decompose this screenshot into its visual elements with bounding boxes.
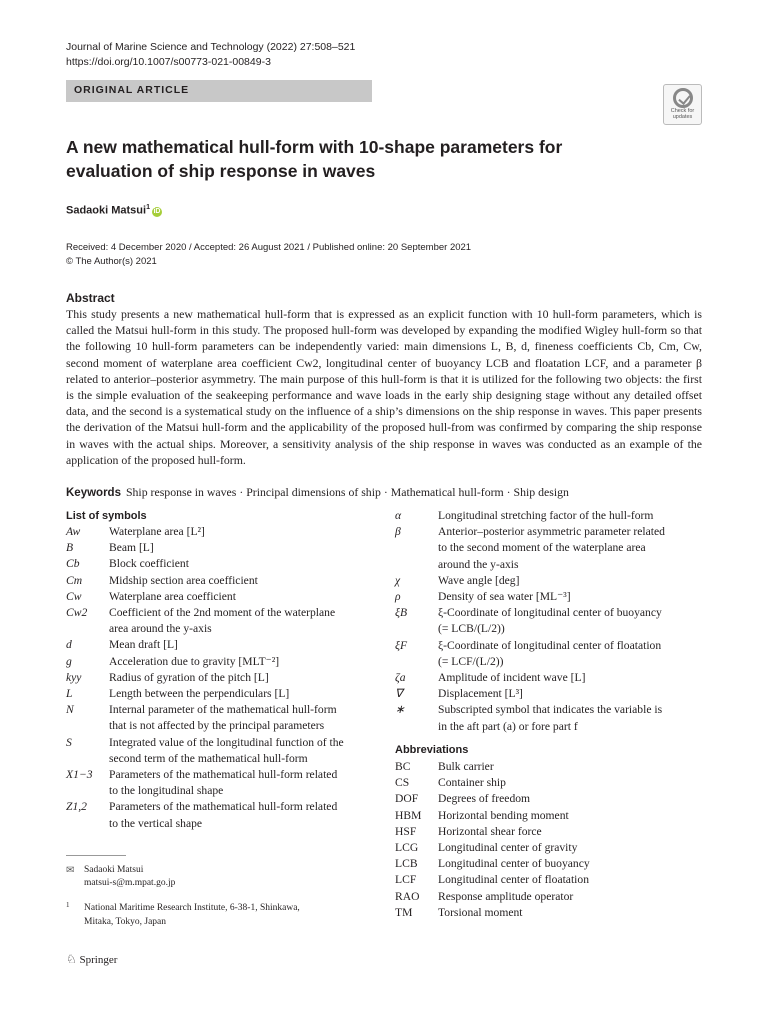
- symbol-description: Longitudinal center of buoyancy: [438, 857, 590, 871]
- symbol: HBM: [395, 808, 422, 822]
- symbol: B: [66, 541, 74, 555]
- symbol-description: Wave angle [deg]: [438, 573, 520, 587]
- paper-title: A new mathematical hull-form with 10-shape parameters for evaluation of ship response in waves: [66, 137, 563, 181]
- symbol-description: around the y-axis: [438, 557, 519, 571]
- abbreviations-heading: Abbreviations: [395, 744, 469, 756]
- symbol: BC: [395, 760, 411, 773]
- correspondence: [66, 864, 175, 890]
- check-updates-icon: [673, 88, 693, 108]
- symbols-list-right: [395, 508, 705, 738]
- symbol: L: [66, 687, 73, 700]
- symbol-description: to the second moment of the waterplane area: [438, 541, 646, 555]
- abstract-heading: Abstract: [66, 291, 115, 305]
- copyright-line: © The Author(s) 2021: [66, 256, 157, 267]
- symbol-description: Horizontal bending moment: [438, 808, 569, 822]
- symbol-description: (= LCF/(L/2)): [438, 654, 504, 668]
- symbol-description: Container ship: [438, 776, 506, 790]
- symbol: S: [66, 735, 72, 749]
- check-updates-line2: updates: [672, 114, 693, 120]
- symbol-description: Acceleration due to gravity [MLT⁻²]: [109, 654, 280, 668]
- symbol: Cb: [66, 557, 80, 571]
- symbol: d: [66, 638, 72, 652]
- symbol-description: to the longitudinal shape: [109, 784, 224, 798]
- symbol: ξF: [395, 638, 408, 652]
- affiliation-line2: Mitaka, Tokyo, Japan: [84, 916, 167, 927]
- symbol: ∇: [395, 687, 403, 701]
- symbol-description: that is not affected by the principal parameters: [109, 719, 325, 733]
- abbreviations-list: [395, 759, 705, 924]
- affiliation-mark: 1: [66, 901, 70, 909]
- check-updates-line1: Check for: [670, 108, 695, 114]
- symbol-description: (= LCB/(L/2)): [438, 622, 505, 636]
- symbol-description: Integrated value of the longitudinal function of the: [109, 735, 344, 749]
- symbol: LCF: [395, 873, 417, 887]
- publisher-footer: [66, 952, 117, 967]
- symbol: LCB: [395, 857, 418, 871]
- symbol: Aw: [66, 525, 81, 538]
- symbol: X1−3: [66, 768, 93, 781]
- symbol-description: Subscripted symbol that indicates the variable is: [438, 703, 663, 717]
- symbol: g: [66, 654, 72, 668]
- symbol-description: area around the y-axis: [109, 622, 212, 636]
- affiliation-footnote: [66, 902, 300, 929]
- symbol-description: Mean draft [L]: [109, 638, 178, 652]
- symbol: ∗: [395, 703, 405, 717]
- keywords-label: Keywords: [66, 487, 121, 499]
- journal-header: [66, 40, 355, 70]
- symbol: TM: [395, 905, 413, 919]
- symbol-description: Waterplane area [L²]: [109, 525, 205, 538]
- affiliation-line1: National Maritime Research Institute, 6-38-1, Shinkawa,: [84, 903, 300, 913]
- keywords: [66, 485, 569, 500]
- symbols-heading: List of symbols: [66, 510, 147, 522]
- correspondence-email[interactable]: matsui-s@m.mpat.go.jp: [84, 878, 176, 888]
- correspondence-name: Sadaoki Matsui: [84, 865, 144, 875]
- springer-logo-icon: ♘: [66, 952, 77, 966]
- symbol-description: Block coefficient: [109, 557, 189, 571]
- symbols-list-left: [66, 524, 376, 844]
- symbol-description: Coefficient of the 2nd moment of the waterplane: [109, 606, 336, 619]
- dates-line: Received: 4 December 2020 / Accepted: 26 August 2021 / Published online: 20 September 2021: [66, 242, 472, 253]
- symbol-description: ξ-Coordinate of longitudinal center of floatation: [438, 638, 662, 652]
- abstract-text: This study presents a new mathematical hull-form that is expressed as an explicit function with 10 hull-form parameters, which is called the Matsui hull-form in this study. The proposed hull-form was developed by expanding the modified Wigley hull-form so that the following 10 hull-form parameters can be independently varied: main dimensions L, B, d, fineness coefficients Cb, Cm, Cw, second moment of waterplane area coefficient Cw2, longitudinal center of buoyancy LCB and floatation LCF, and a parameter β related to anterior–posterior asymmetry. The main purpose of this hull-form is that it is utilized for the following two objects: the first is the simple evaluation of the seakeeping performance and wave loads in the early ship designing stage without any detailed offset data, and the second is a systematical study on the influence of a ship’s dimensions on the ship response in waves. This paper presents the derivation of the Matsui hull-form and the applicability of the proposed hull-from was confirmed by comparing the ship response in waves with the actual ships. Moreover, a sensitivity analysis of the ship response in waves was conducted as an example of the application of the proposed hull-form.: [66, 307, 702, 467]
- symbol-description: second term of the mathematical hull-form: [109, 751, 308, 765]
- symbol-description: Radius of gyration of the pitch [L]: [109, 670, 269, 684]
- symbol-description: Density of sea water [ML⁻³]: [438, 590, 571, 603]
- symbol-description: Midship section area coefficient: [109, 573, 258, 587]
- symbol: ρ: [395, 590, 401, 603]
- article-type-banner: [66, 80, 372, 102]
- doi-link[interactable]: https://doi.org/10.1007/s00773-021-00849-3: [66, 56, 271, 68]
- symbol-description: Degrees of freedom: [438, 792, 531, 806]
- author-name: Sadaoki Matsui: [66, 204, 147, 217]
- symbol-description: Parameters of the mathematical hull-form related: [109, 800, 338, 814]
- symbol: kyy: [66, 670, 82, 684]
- symbol-description: Amplitude of incident wave [L]: [438, 671, 586, 684]
- symbol: Z1,2: [66, 800, 87, 814]
- symbol: HSF: [395, 824, 417, 838]
- symbol: CS: [395, 776, 410, 790]
- symbol-description: Bulk carrier: [438, 760, 494, 773]
- symbol: χ: [395, 573, 401, 587]
- symbol-description: Displacement [L³]: [438, 687, 523, 701]
- symbol-description: Response amplitude operator: [438, 889, 574, 903]
- symbol: RAO: [395, 889, 420, 903]
- orcid-icon[interactable]: iD: [153, 207, 161, 215]
- check-for-updates-badge[interactable]: [663, 84, 702, 125]
- envelope-icon: ✉: [66, 865, 75, 876]
- symbol-description: Parameters of the mathematical hull-form related: [109, 768, 338, 781]
- article-type-label: ORIGINAL ARTICLE: [74, 84, 190, 96]
- journal-citation: Journal of Marine Science and Technology (2022) 27:508–521: [66, 41, 356, 53]
- symbol-description: Anterior–posterior asymmetric parameter related: [438, 525, 665, 539]
- symbol-description: Torsional moment: [438, 905, 523, 919]
- symbol-description: Longitudinal center of floatation: [438, 873, 589, 887]
- symbol-description: Length between the perpendiculars [L]: [109, 687, 290, 700]
- keywords-list: Ship response in waves · Principal dimensions of ship · Mathematical hull-form · Ship design: [125, 485, 569, 499]
- symbol-description: Internal parameter of the mathematical hull-form: [109, 703, 337, 717]
- symbol: β: [395, 525, 401, 539]
- symbol: N: [66, 703, 74, 717]
- symbol: ξB: [395, 606, 408, 620]
- symbol: DOF: [395, 792, 419, 806]
- author-affiliation-mark: 1: [146, 204, 150, 211]
- footnote-divider: [66, 855, 126, 856]
- symbol: ζa: [395, 671, 406, 684]
- symbol-description: Beam [L]: [109, 541, 154, 555]
- symbol: Cw2: [66, 606, 88, 619]
- symbol-description: ξ-Coordinate of longitudinal center of buoyancy: [438, 606, 662, 620]
- symbol: Cw: [66, 589, 82, 603]
- author-line: [66, 204, 162, 217]
- symbol-description: Waterplane area coefficient: [109, 589, 236, 603]
- publication-dates: [66, 241, 471, 269]
- symbol: Cm: [66, 573, 83, 587]
- symbol-description: to the vertical shape: [109, 816, 203, 830]
- publisher-name: Springer: [79, 954, 118, 966]
- symbol-description: in the aft part (a) or fore part f: [438, 719, 578, 733]
- symbol-description: Longitudinal stretching factor of the hull-form: [438, 509, 654, 522]
- symbol: α: [395, 509, 402, 522]
- symbol: LCG: [395, 841, 419, 854]
- symbol-description: Longitudinal center of gravity: [438, 841, 578, 854]
- symbol-description: Horizontal shear force: [438, 824, 542, 838]
